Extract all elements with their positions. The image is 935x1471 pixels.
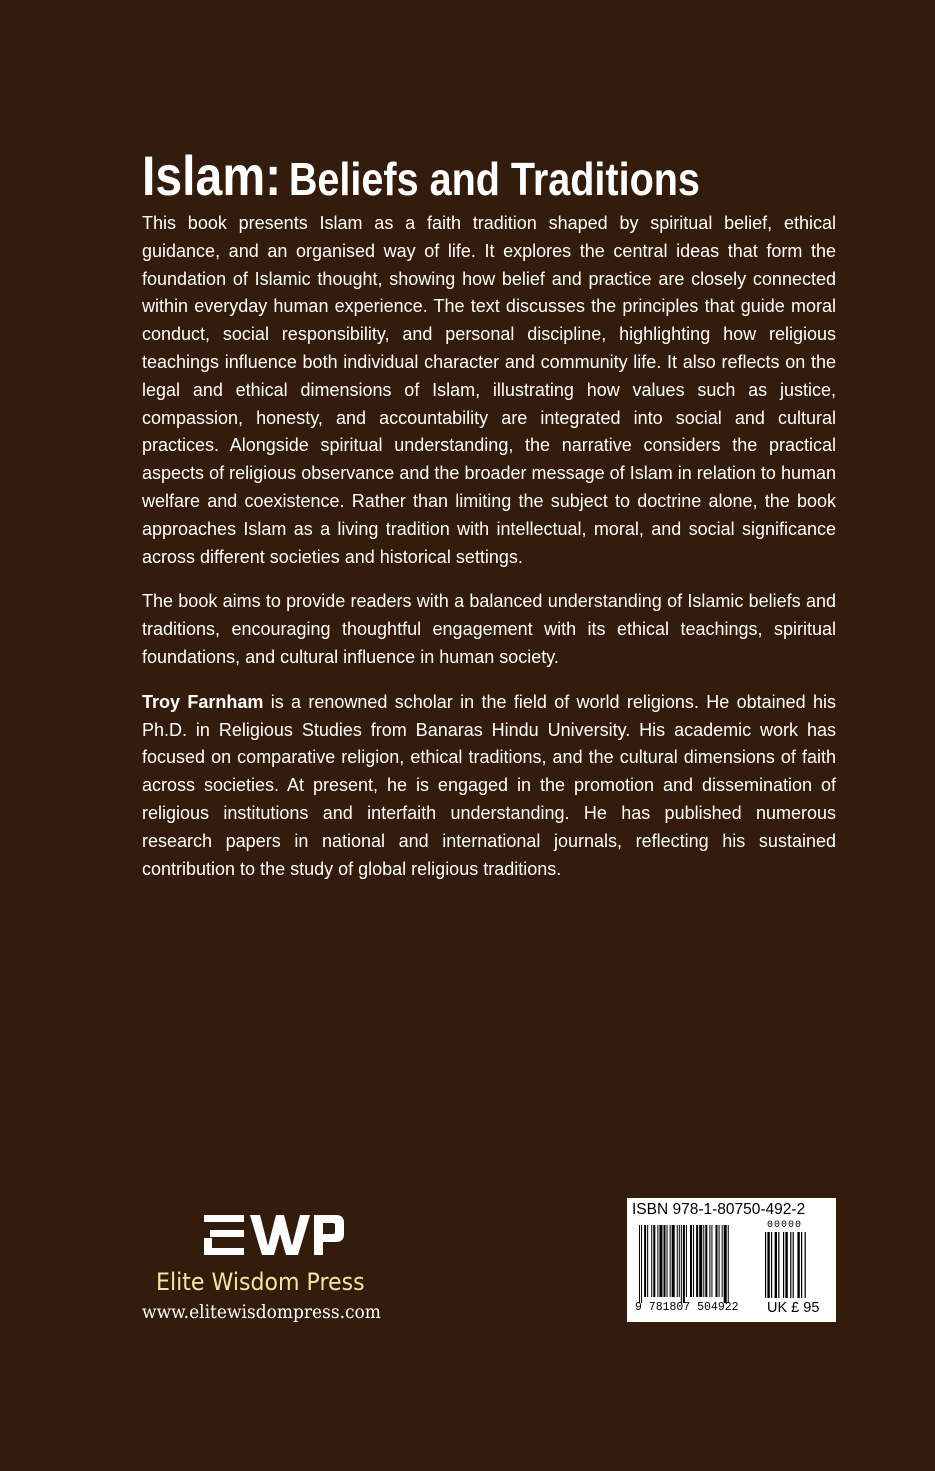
back-cover-text bbox=[142, 210, 836, 883]
barcode-digits: 9 781807 504922 bbox=[635, 1301, 739, 1314]
barcode-addon-digits: 00000 bbox=[767, 1220, 803, 1231]
barcode-bars bbox=[639, 1225, 757, 1303]
barcode-addon-bars bbox=[765, 1232, 809, 1298]
isbn-barcode bbox=[627, 1198, 836, 1322]
title-sub: Beliefs and Traditions bbox=[288, 153, 700, 205]
author-bio-paragraph bbox=[142, 689, 836, 884]
author-name: Troy Farnham bbox=[142, 691, 264, 712]
description-paragraph-2: The book aims to provide readers with a balanced understanding of Islamic beliefs and traditions, encouraging thoughtful engagement with its ethical teachings, spiritual foundations, and cultural influence in human society. bbox=[142, 591, 836, 667]
price-label: UK £ 95 bbox=[767, 1300, 820, 1316]
ewp-logo-mark bbox=[204, 1212, 344, 1258]
publisher-name: Elite Wisdom Press bbox=[156, 1268, 365, 1296]
publisher-logo bbox=[142, 1212, 404, 1323]
author-bio: is a renowned scholar in the field of world religions. He obtained his Ph.D. in Religious Studies from Banaras Hindu University. His academic work has focused on comparative religion, ethical traditions, and the cultural dimensions of faith across societies. At present, he is engaged in the promotion and dissemination of religious institutions and interfaith understanding. He has published numerous research papers in national and international journals, reflecting his sustained contribution to the study of global religious traditions. bbox=[142, 691, 837, 879]
book-title bbox=[142, 144, 700, 207]
isbn-number: ISBN 978-1-80750-492-2 bbox=[632, 1201, 806, 1218]
title-main: Islam: bbox=[142, 144, 282, 207]
publisher-url: www.elitewisdompress.com bbox=[142, 1302, 381, 1323]
description-paragraph-1: This book presents Islam as a faith tradition shaped by spiritual belief, ethical guidance, and an organised way of life. It explores the central ideas that form the foundation of Islamic thought, showing how belief and practice are closely connected within everyday human experience. The text discusses the principles that guide moral conduct, social responsibility, and personal discipline, highlighting how religious teachings influence both individual character and community life. It also reflects on the legal and ethical dimensions of Islam, illustrating how values such as justice, compassion, honesty, and accountability are integrated into social and cultural practices. Alongside spiritual understanding, the narrative considers the practical aspects of religious observance and the broader message of Islam in relation to human welfare and coexistence. Rather than limiting the subject to doctrine alone, the book approaches Islam as a living tradition with intellectual, moral, and social significance across different societies and historical settings. bbox=[142, 213, 836, 567]
